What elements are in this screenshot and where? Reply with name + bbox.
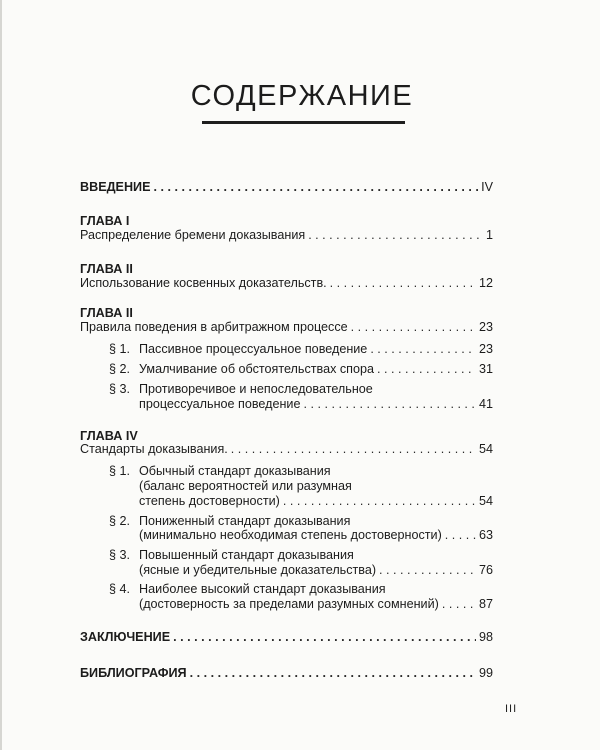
toc-page-number: 76	[478, 563, 493, 577]
toc-entry-label: Правила поведения в арбитражном процессе	[80, 320, 348, 334]
dot-leader	[330, 275, 476, 291]
toc-entry-conclusion[interactable]	[80, 629, 493, 645]
toc-entry-label: (баланс вероятностей или разумная	[139, 479, 352, 493]
toc-page-number: 54	[478, 494, 493, 508]
page-title: СОДЕРЖАНИЕ	[190, 80, 414, 112]
toc-section-3-2[interactable]	[109, 361, 493, 377]
chapter-heading: ГЛАВА II	[80, 262, 133, 276]
toc-entry-label: БИБЛИОГРАФИЯ	[80, 666, 187, 680]
dot-leader	[283, 493, 476, 509]
toc-page-number: 23	[478, 342, 493, 356]
toc-entry-label: Обычный стандарт доказывания	[139, 464, 331, 478]
toc-page-number: 31	[478, 362, 493, 376]
dot-leader	[351, 319, 476, 335]
toc-page-number: 63	[478, 528, 493, 542]
toc-page-number: IV	[481, 180, 493, 194]
dot-leader	[231, 441, 476, 457]
dot-leader	[379, 562, 476, 578]
toc-section-4-3-line1	[109, 547, 354, 563]
toc-entry-label: Пониженный стандарт доказывания	[139, 514, 351, 528]
toc-section-4-1[interactable]	[139, 493, 493, 509]
section-number: § 4.	[109, 582, 131, 596]
toc-entry-label: Использование косвенных доказательств.	[80, 276, 327, 290]
toc-page-number: 87	[478, 597, 493, 611]
toc-section-4-3[interactable]	[139, 562, 493, 578]
section-number: § 3.	[109, 382, 131, 396]
toc-section-3-3[interactable]	[139, 396, 493, 412]
page-folio: III	[505, 703, 518, 715]
toc-entry-label: процессуальное поведение	[139, 397, 301, 411]
chapter-heading: ГЛАВА I	[80, 214, 130, 228]
section-number: § 3.	[109, 548, 131, 562]
toc-section-3-1[interactable]	[109, 341, 493, 357]
toc-entry-label: Повышенный стандарт доказывания	[139, 548, 354, 562]
dot-leader	[370, 341, 476, 357]
toc-section-4-2[interactable]	[139, 527, 493, 543]
toc-entry-label: ВВЕДЕНИЕ	[80, 180, 151, 194]
section-number: § 1.	[109, 464, 131, 478]
chapter-heading: ГЛАВА IV	[80, 429, 138, 443]
toc-entry-label: (достоверность за пределами разумных сомнений)	[139, 597, 439, 611]
toc-entry-intro[interactable]	[80, 179, 493, 195]
toc-entry-label: степень достоверности)	[139, 494, 280, 508]
dot-leader	[442, 596, 476, 612]
toc-page-number: 54	[478, 442, 493, 456]
toc-entry-bibliography[interactable]	[80, 665, 493, 681]
dot-leader	[445, 527, 476, 543]
toc-entry-chapter-2[interactable]	[80, 275, 493, 291]
title-underline	[202, 121, 405, 124]
section-number: § 2.	[109, 362, 131, 376]
toc-entry-label: ЗАКЛЮЧЕНИЕ	[80, 630, 171, 644]
toc-page-number: 41	[478, 397, 493, 411]
toc-page-number: 99	[478, 666, 493, 680]
toc-page-number: 12	[478, 276, 493, 290]
toc-page-number: 98	[478, 630, 493, 644]
toc-entry-label: Умалчивание об обстоятельствах спора	[139, 362, 375, 376]
toc-entry-label: Стандарты доказывания.	[80, 442, 228, 456]
dot-leader	[154, 179, 479, 195]
toc-entry-label: Противоречивое и непоследовательное	[139, 382, 373, 396]
dot-leader	[308, 227, 483, 243]
toc-section-4-4[interactable]	[139, 596, 493, 612]
dot-leader	[377, 361, 476, 377]
toc-entry-label: (минимально необходимая степень достоверности)	[139, 528, 442, 542]
toc-section-3-3-line1	[109, 381, 373, 397]
dot-leader	[190, 665, 476, 681]
chapter-heading: ГЛАВА II	[80, 306, 133, 320]
toc-entry-label: Пассивное процессуальное поведение	[139, 342, 368, 356]
section-number: § 2.	[109, 514, 131, 528]
toc-page-number: 23	[478, 320, 493, 334]
toc-entry-label: (ясные и убедительные доказательства)	[139, 563, 377, 577]
toc-section-4-1-line1	[109, 463, 331, 479]
toc-entry-chapter-1[interactable]	[80, 227, 493, 243]
toc-section-4-4-line1	[109, 581, 386, 597]
section-number: § 1.	[109, 342, 131, 356]
toc-entry-chapter-4[interactable]	[80, 441, 493, 457]
toc-entry-chapter-3[interactable]	[80, 319, 493, 335]
toc-page-number: 1	[485, 228, 493, 242]
toc-entry-label: Распределение бремени доказывания	[80, 228, 306, 242]
dot-leader	[303, 396, 476, 412]
toc-entry-label: Наиболее высокий стандарт доказывания	[139, 582, 386, 596]
dot-leader	[173, 629, 476, 645]
